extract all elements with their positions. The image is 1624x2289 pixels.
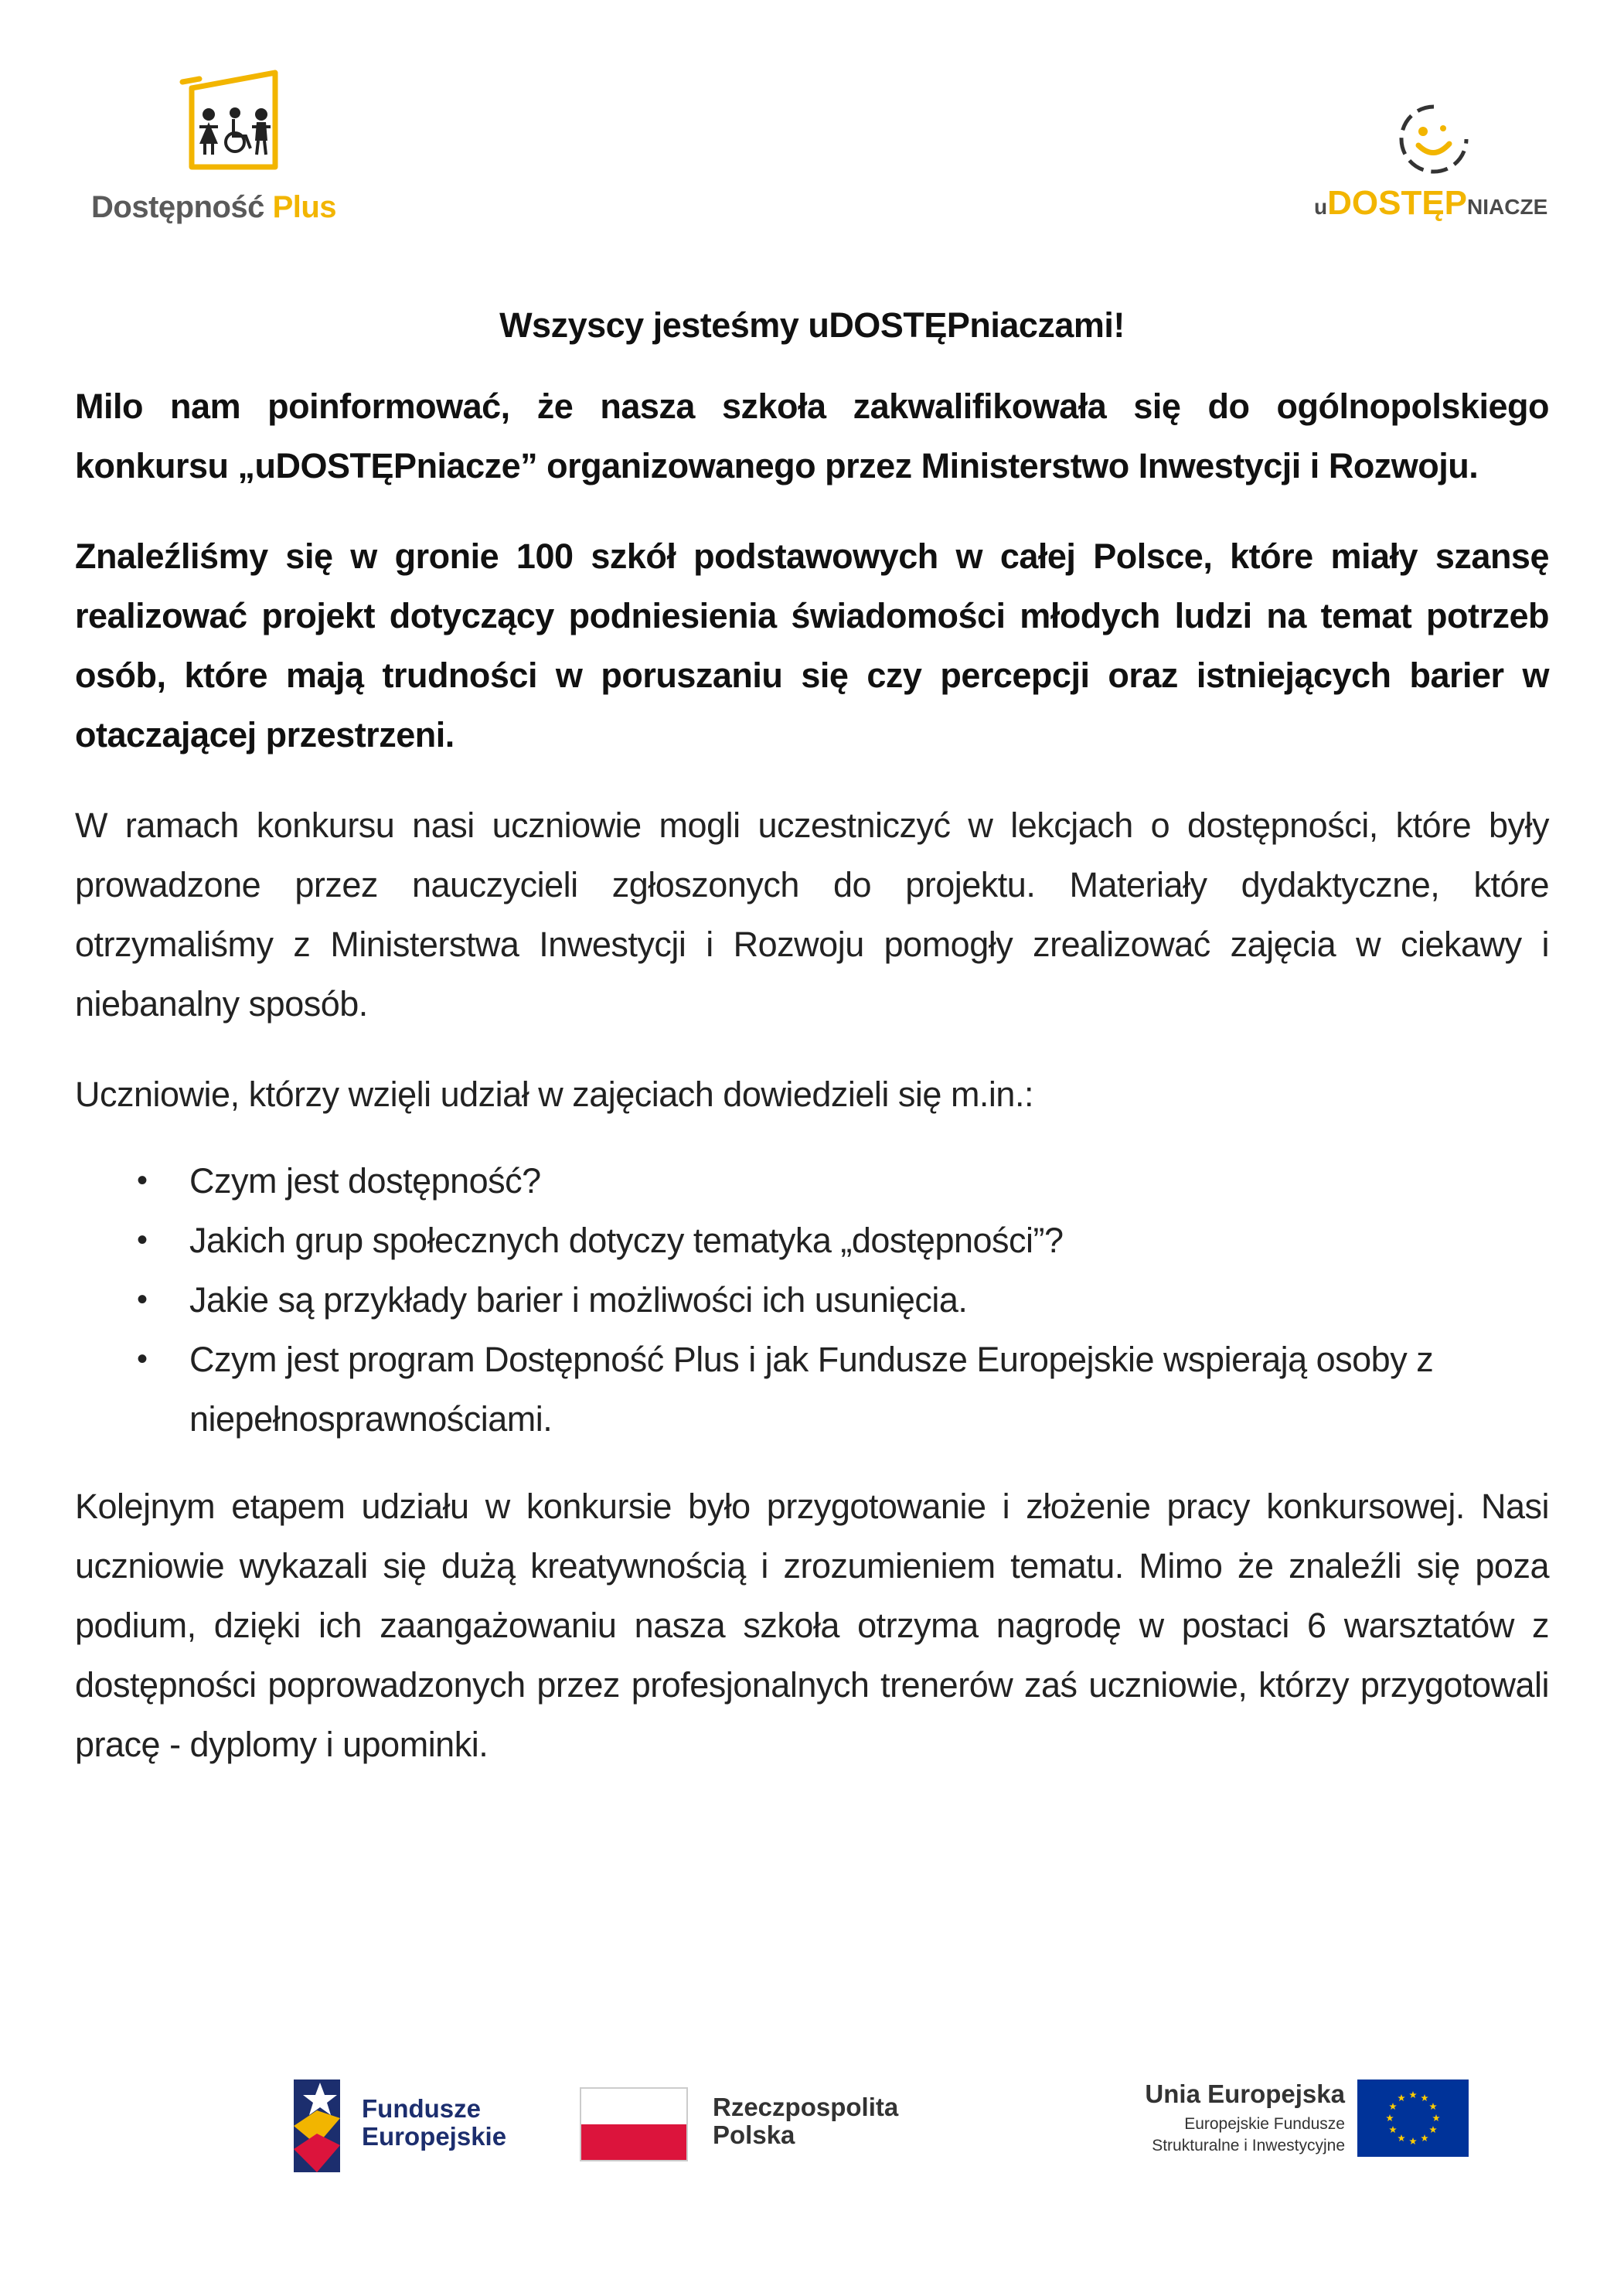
bullet-icon: • bbox=[137, 1342, 148, 1376]
polish-flag-icon bbox=[580, 2087, 688, 2161]
dostepnosc-plus-logo bbox=[91, 66, 369, 229]
list-item: • Jakich grup społecznych dotyczy tematyka „dostępności”? bbox=[137, 1211, 1549, 1270]
funding-logos-footer bbox=[0, 2072, 1624, 2195]
list-item: • Jakie są przykłady barier i możliwości ich usunięcia. bbox=[137, 1270, 1549, 1330]
accessibility-people-icon bbox=[176, 66, 292, 182]
bullet-icon: • bbox=[137, 1282, 148, 1317]
paragraph-schools: Znaleźliśmy się w gronie 100 szkół podstawowych w całej Polsce, które miały szansę realizować projekt dotyczący podniesienia świadomości młodych ludzi na temat potrzeb osób, które mają trudności w poruszaniu się czy percepcji oraz istniejących barier w otaczającej przestrzeni. bbox=[75, 536, 1549, 754]
rp-label: Rzeczpospolita Polska bbox=[713, 2093, 899, 2149]
paragraph-competition: Kolejnym etapem udziału w konkursie było przygotowanie i złożenie pracy konkursowej. Nasi uczniowie wykazali się dużą kreatywnością i zrozumieniem tematu. Mimo że znaleźli się poza podium, dzięki ich zaangażowaniu nasza szkoła otrzyma nagrodę w postaci 6 warsztatów z dostępności poprowadzonych przez profesjonalnych trenerów zaś uczniowie, którzy przygotowali pracę - dyplomy i upominki. bbox=[75, 1487, 1549, 1764]
article-body bbox=[75, 305, 1549, 1805]
learned-topics-list bbox=[75, 1151, 1549, 1449]
fe-star-icon bbox=[286, 2072, 348, 2180]
paragraph-lessons: W ramach konkursu nasi uczniowie mogli uczestniczyć w lekcjach o dostępności, które były prowadzone przez nauczycieli zgłoszonych do projektu. Materiały dydaktyczne, które otrzymaliśmy z Ministerstwa Inwestycji i Rozwoju pomogły zrealizować zajęcia w ciekawy i niebanalny sposób. bbox=[75, 806, 1549, 1024]
smiley-circle-icon bbox=[1395, 100, 1472, 178]
list-item: • Czym jest dostępność? bbox=[137, 1151, 1549, 1211]
article-title: Wszyscy jesteśmy uDOSTĘPniaczami! bbox=[499, 305, 1125, 345]
list-item: • Czym jest program Dostępność Plus i jak Fundusze Europejskie wspierają osoby z niepełnosprawnościami. bbox=[137, 1330, 1549, 1449]
fundusze-europejskie-logo bbox=[286, 2072, 541, 2180]
udostepniacze-logo bbox=[1314, 100, 1561, 224]
bullet-icon: • bbox=[137, 1223, 148, 1257]
bullet-icon: • bbox=[137, 1163, 148, 1197]
paragraph-intro: Milo nam poinformować, że nasza szkoła zakwalifikowała się do ogólnopolskiego konkursu „uDOSTĘPniacze” organizowanego przez Ministerstwo Inwestycji i Rozwoju. bbox=[75, 387, 1549, 485]
fe-label: Fundusze Europejskie bbox=[362, 2094, 507, 2151]
unia-europejska-label: Unia Europejska Europejskie Fundusze Strukturalne i Inwestycyjne bbox=[1145, 2080, 1345, 2154]
udostepniacze-wordmark: uDOSTĘPNIACZE bbox=[1314, 184, 1548, 222]
rzeczpospolita-polska-logo bbox=[580, 2087, 928, 2172]
dostepnosc-plus-wordmark: Dostępność Plus bbox=[91, 190, 337, 224]
eu-flag-icon bbox=[1357, 2080, 1469, 2157]
paragraph-learned: Uczniowie, którzy wzięli udział w zajęciach dowiedzieli się m.in.: bbox=[75, 1075, 1033, 1114]
